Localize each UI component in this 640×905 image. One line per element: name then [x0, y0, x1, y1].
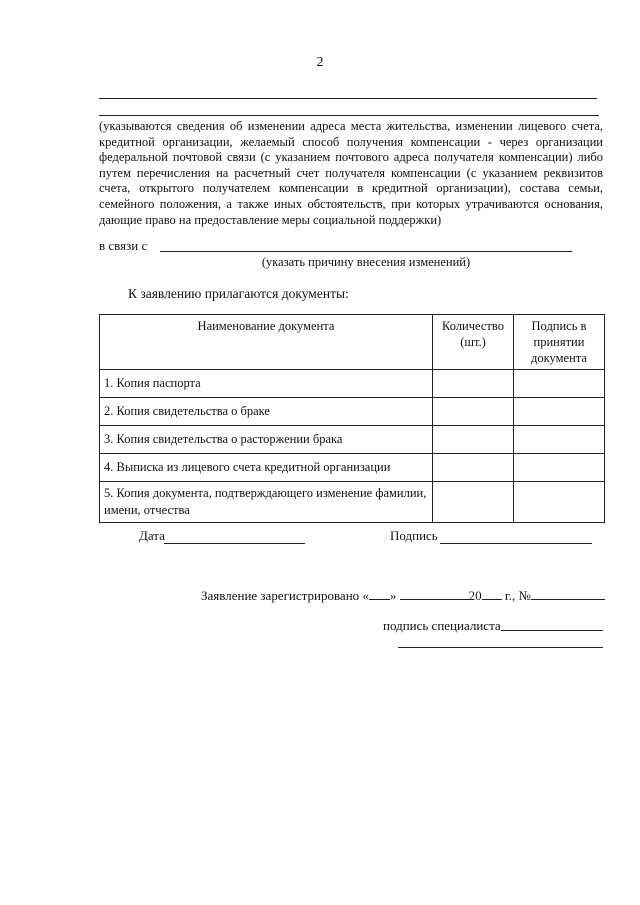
registration-quote-close: » [389, 588, 397, 603]
registration-line [201, 588, 605, 604]
quantity-cell[interactable] [433, 454, 514, 482]
table-row [100, 398, 605, 426]
header-signature: Подпись в принятии документа [514, 315, 605, 370]
date-label: Дата [139, 528, 165, 543]
date-blank-line[interactable] [164, 543, 305, 544]
document-name-cell: 3. Копия свидетельства о расторжении брака [100, 426, 433, 454]
registration-prefix: Заявление зарегистрировано « [201, 588, 369, 603]
specialist-signature-blank[interactable] [501, 630, 603, 631]
quantity-cell[interactable] [433, 398, 514, 426]
signature-blank-line[interactable] [440, 543, 592, 544]
document-name-cell: 2. Копия свидетельства о браке [100, 398, 433, 426]
reason-label: в связи с [99, 238, 148, 253]
signature-cell[interactable] [514, 426, 605, 454]
document-name-cell: 4. Выписка из лицевого счета кредитной организации [100, 454, 433, 482]
documents-table [99, 314, 605, 523]
specialist-signature-label: подпись специалиста [383, 618, 501, 633]
table-header-row [100, 315, 605, 370]
specialist-name-blank[interactable] [398, 647, 603, 648]
signature-label: Подпись [390, 528, 438, 543]
blank-line-changes-2[interactable] [99, 115, 599, 116]
reason-hint: (указать причину внесения изменений) [261, 255, 471, 269]
signature-cell[interactable] [514, 398, 605, 426]
registration-year-blank[interactable] [482, 588, 502, 600]
table-row [100, 482, 605, 523]
signature-cell[interactable] [514, 370, 605, 398]
reason-blank-line[interactable] [160, 251, 572, 252]
document-name-cell: 5. Копия документа, подтверждающего изменение фамилии, имени, отчества [100, 482, 433, 523]
blank-line-changes-1[interactable] [99, 98, 597, 99]
signature-cell[interactable] [514, 454, 605, 482]
registration-year-suffix: г., № [504, 588, 531, 603]
table-row [100, 426, 605, 454]
signature-cell[interactable] [514, 482, 605, 523]
quantity-cell[interactable] [433, 426, 514, 454]
header-quantity: Количество (шт.) [433, 315, 514, 370]
changes-note: (указываются сведения об изменении адреса места жительства, изменении лицевого счета, кредитной организации, желаемый способ получения компенсации - через организации федеральной почтовой связи (с указанием почтового адреса получателя компенсации) либо путем перечисления на расчетный счет получателя компенсации (с указанием реквизитов счета, открытого получателем компенсации в кредитной организации), состава семьи, семейного положения, а также иных обстоятельств, при которых утрачиваются основания, дающие право на предоставление меры социальной поддержки) [99, 119, 603, 227]
registration-day-blank[interactable] [369, 588, 390, 600]
document-name-cell: 1. Копия паспорта [100, 370, 433, 398]
quantity-cell[interactable] [433, 370, 514, 398]
registration-year-prefix: 20 [468, 588, 482, 603]
page-number: 2 [316, 55, 324, 70]
quantity-cell[interactable] [433, 482, 514, 523]
registration-month-blank[interactable] [400, 588, 469, 600]
table-row [100, 454, 605, 482]
table-row [100, 370, 605, 398]
header-document-name: Наименование документа [100, 315, 433, 370]
attachments-heading: К заявлению прилагаются документы: [128, 286, 349, 301]
registration-number-blank[interactable] [531, 588, 605, 600]
